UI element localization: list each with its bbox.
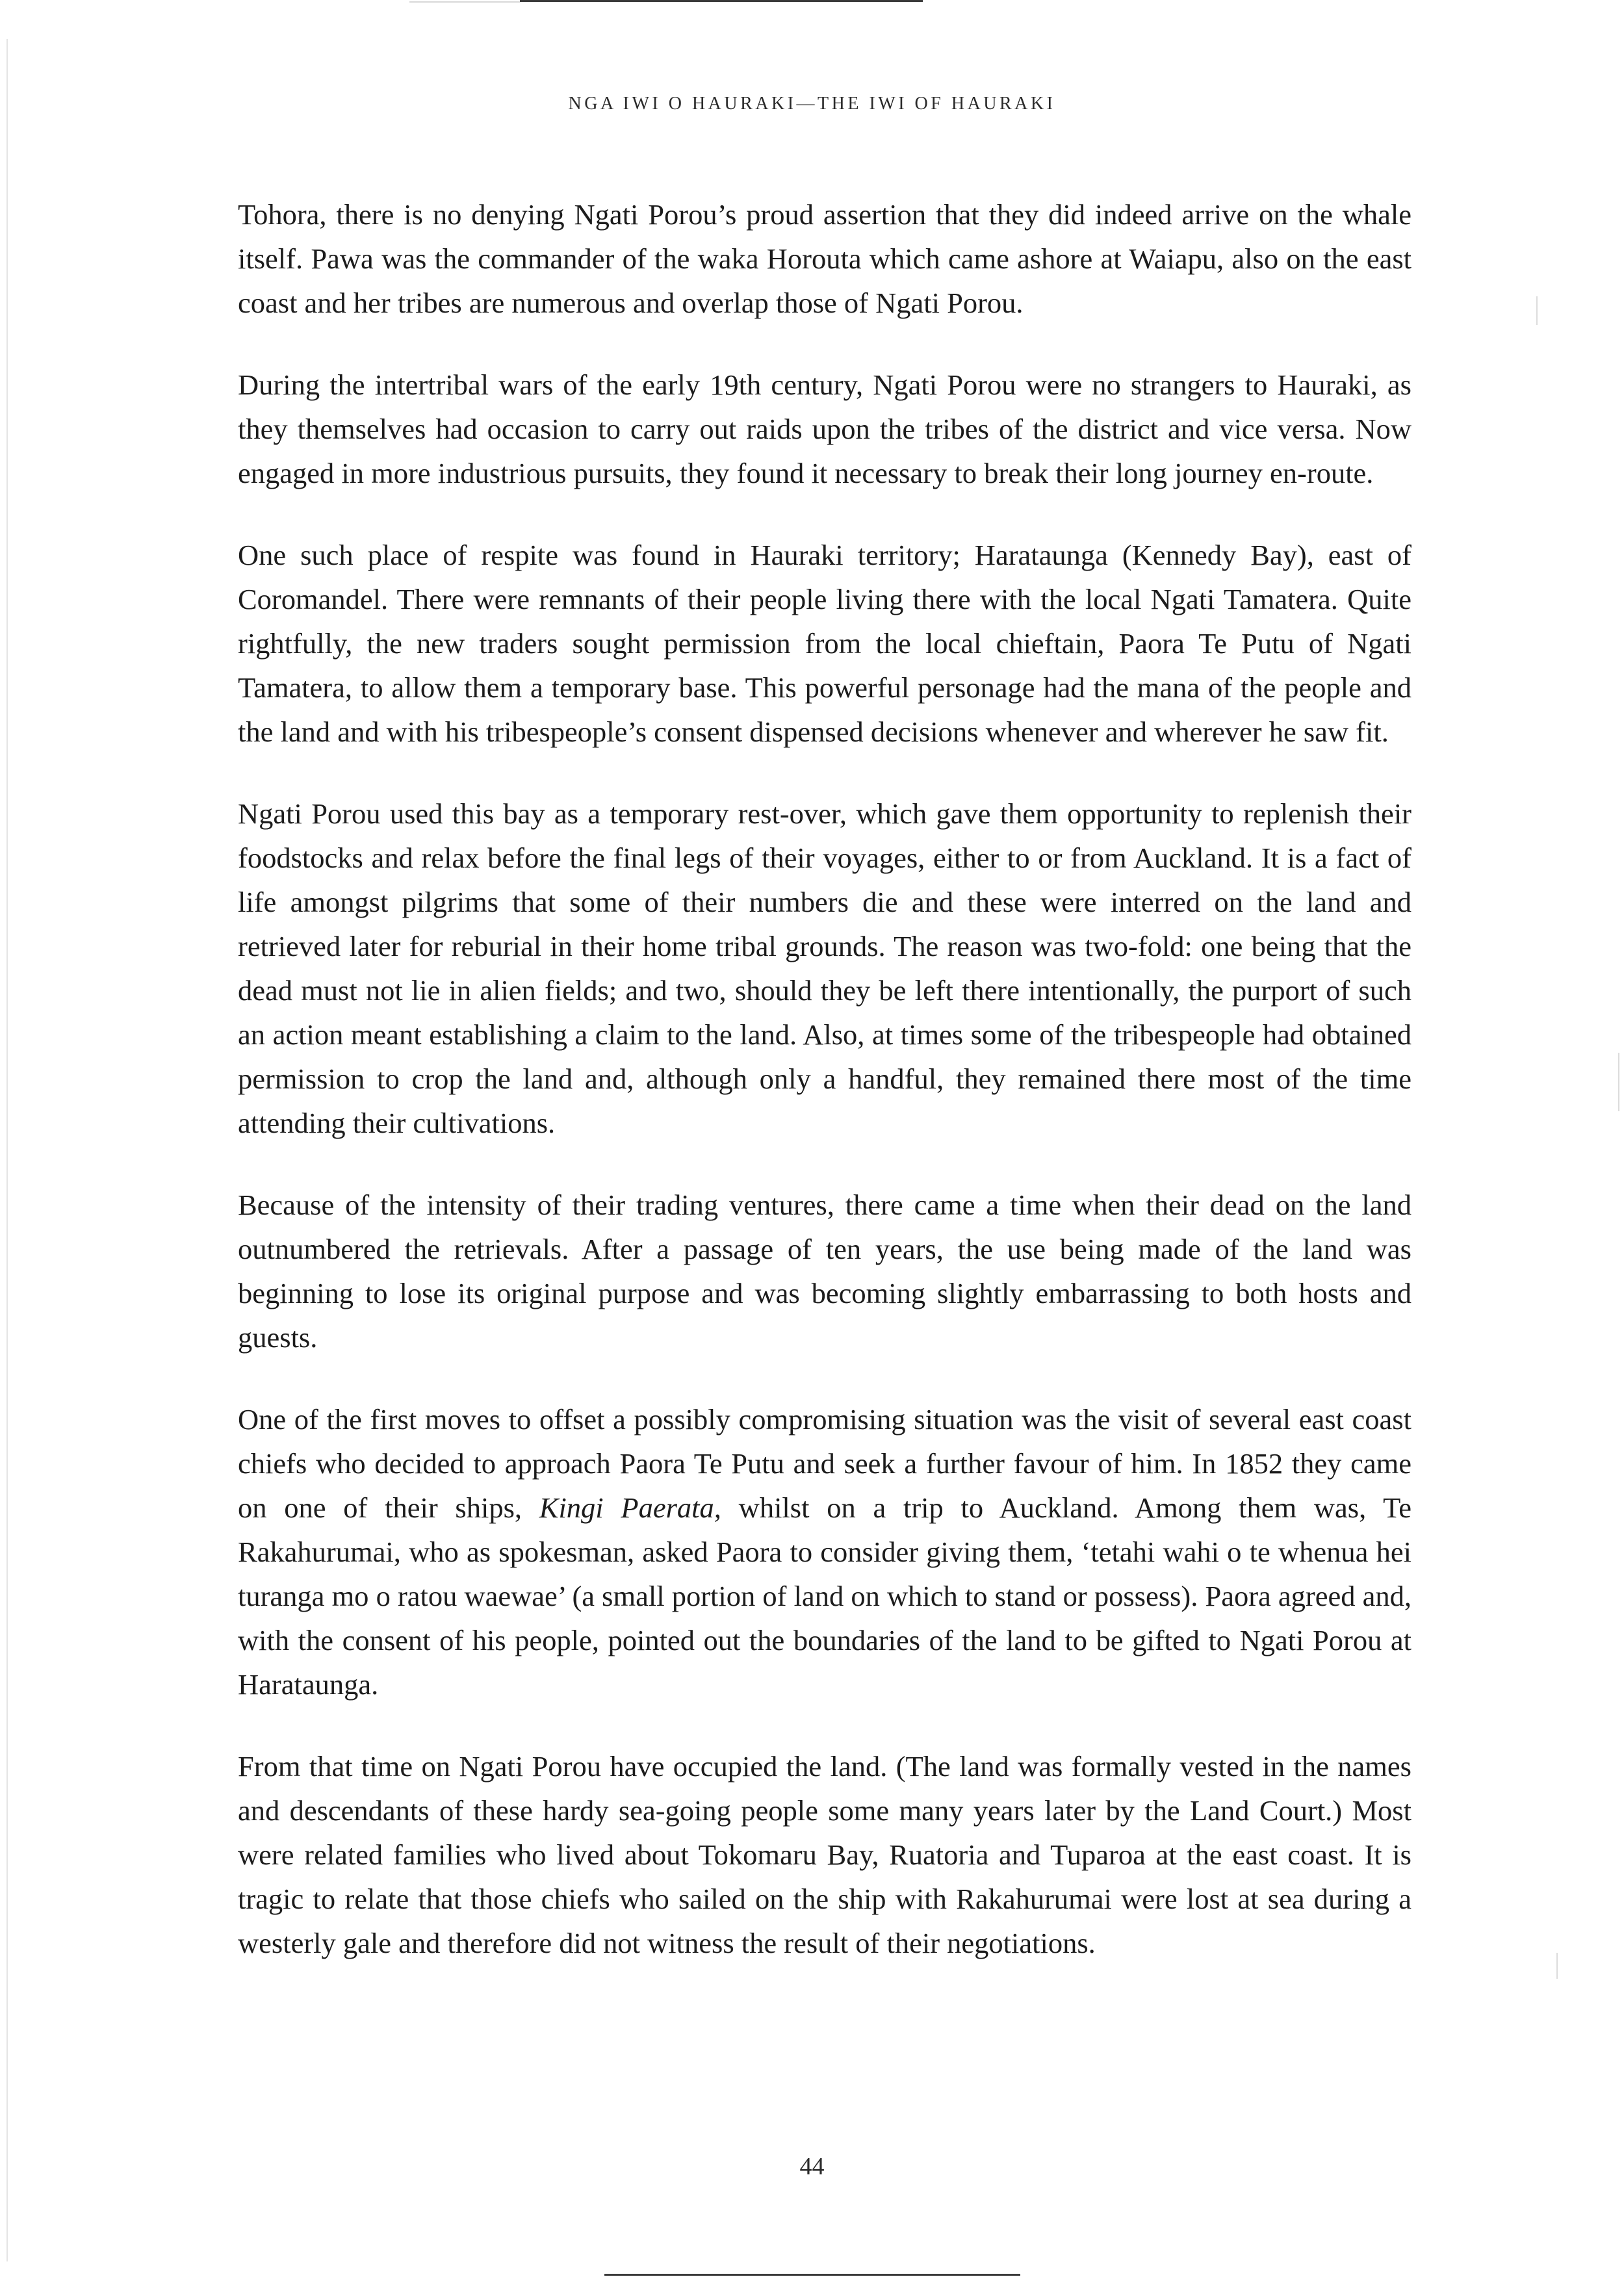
margin-speck — [1618, 1053, 1619, 1111]
paragraph-4: Ngati Porou used this bay as a temporary rest-over, which gave them opportunity to replenish their foodstocks and relax before the final legs of their voyages, either to or from Auckland. It is a fact of life amongst pilgrims that some of their numbers die and these were interred on the land and retrieved later for reburial in their home tribal grounds. The reason was two-fold: one being that the dead must not lie in alien fields; and two, should they be left there intentionally, the purport of such an action meant establishing a claim to the land. Also, at times some of the tribespeople had obtained permission to crop the land and, although only a handful, they remained there most of the time attending their cultivations. — [238, 797, 1411, 1139]
scan-edge-left — [6, 39, 8, 2261]
margin-speck — [1556, 1953, 1558, 1979]
paragraph-7: From that time on Ngati Porou have occupied the land. (The land was formally vested in the names and descendants of these hardy sea-going people some many years later by the Land Court.) Most were related families who lived about Tokomaru Bay, Ruatoria and Tuparoa at the east coast. It is tragic to relate that those chiefs who sailed on the ship with Rakahurumai were lost at sea during a westerly gale and therefore did not witness the result of their negotiations. — [238, 1750, 1411, 1959]
paragraph-1: Tohora, there is no denying Ngati Porou’s proud assertion that they did indeed arrive on the whale itself. Pawa was the commander of the waka Horouta which came ashore at Waiapu, also on the east coast and her tribes are numerous and overlap those of Ngati Porou. — [238, 198, 1411, 319]
scan-edge-faint — [409, 1, 520, 3]
body-text — [238, 192, 1411, 2003]
paragraph-6 — [238, 1397, 1411, 1706]
scan-edge-bottom — [604, 2274, 1020, 2276]
scan-edge-top — [520, 0, 923, 2]
ship-name: Kingi Paerata, — [539, 1491, 721, 1524]
paragraph-6-part-2: whilst on a trip to Auckland. Among them was, Te Rakahurumai, who as spokesman, asked Paora to consider giving them, ‘tetahi wahi o te whenua hei turanga mo o ratou waewae’ (a small portion of land on which to stand or possess). Paora agreed and, with the consent of his people, pointed out the boundaries of the land to be gifted to Ngati Porou at Harataunga. — [238, 1491, 1411, 1701]
paragraph-3: One such place of respite was found in Hauraki territory; Harataunga (Kennedy Bay), east of Coromandel. There were remnants of their people living there with the local Ngati Tamatera. Quite rightfully, the new traders sought permission from the local chieftain, Paora Te Putu of Ngati Tamatera, to allow them a temporary base. This powerful personage had the mana of the people and the land and with his tribespeople’s consent dispensed decisions whenever and wherever he saw fit. — [238, 539, 1411, 748]
margin-speck — [1536, 296, 1538, 325]
page-number: 44 — [799, 2153, 825, 2180]
running-head: NGA IWI O HAURAKI—THE IWI OF HAURAKI — [568, 94, 1056, 114]
paragraph-5: Because of the intensity of their trading ventures, there came a time when their dead on the land outnumbered the retrievals. After a passage of ten years, the use being made of the land was beginning to lose its original purpose and was becoming slightly embarrassing to both hosts and guests. — [238, 1189, 1411, 1354]
paragraph-2: During the intertribal wars of the early 19th century, Ngati Porou were no strangers to Hauraki, as they themselves had occasion to carry out raids upon the tribes of the district and vice versa. Now engaged in more industrious pursuits, they found it necessary to break their long journey en-route. — [238, 368, 1411, 489]
paragraph-6-part-1: One of the first moves to offset a possibly compromising situation was the visit of several east coast chiefs who decided to approach Paora Te Putu and seek a further favour of him. In 1852 they came on one of their ships, — [238, 1403, 1411, 1524]
